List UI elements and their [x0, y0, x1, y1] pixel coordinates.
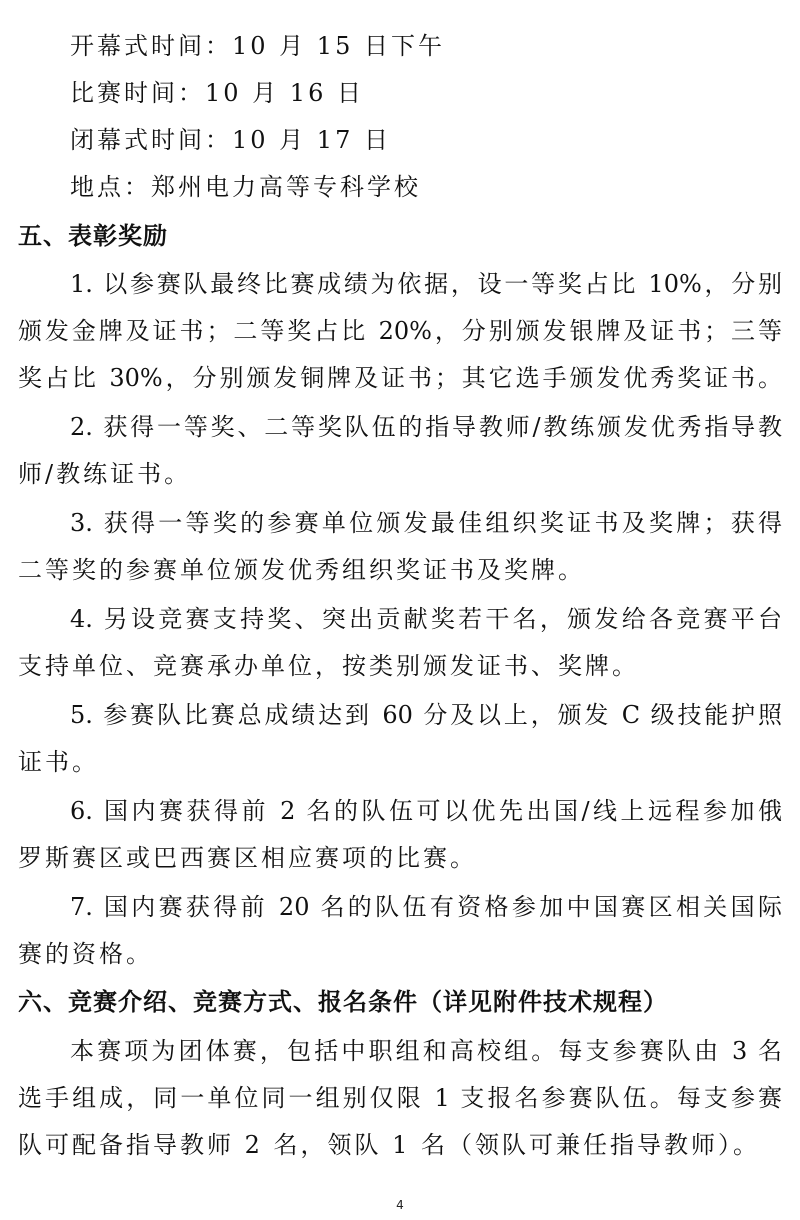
award-item-5-line-2: 证书。 — [18, 748, 99, 776]
award-item-4-line-1: 4. 另设竞赛支持奖、突出贡献奖若干名，颁发给各竞赛平台 — [70, 605, 782, 633]
award-item-5-line-1: 5. 参赛队比赛总成绩达到 60 分及以上，颁发 C 级技能护照 — [70, 701, 782, 729]
award-item-7-line-1: 7. 国内赛获得前 20 名的队伍有资格参加中国赛区相关国际 — [70, 893, 782, 921]
award-item-6-line-1: 6. 国内赛获得前 2 名的队伍可以优先出国/线上远程参加俄 — [70, 797, 782, 825]
section-6-line-2: 选手组成，同一单位同一组别仅限 1 支报名参赛队伍。每支参赛 — [18, 1084, 782, 1112]
award-item-2-line-1: 2. 获得一等奖、二等奖队伍的指导教师/教练颁发优秀指导教 — [70, 413, 782, 441]
award-item-6-line-2: 罗斯赛区或巴西赛区相应赛项的比赛。 — [18, 844, 477, 872]
section-5-heading: 五、表彰奖励 — [18, 222, 168, 250]
competition-time: 比赛时间：10 月 16 日 — [70, 79, 364, 107]
section-6-line-1: 本赛项为团体赛，包括中职组和高校组。每支参赛队由 3 名 — [70, 1037, 782, 1065]
opening-time: 开幕式时间：10 月 15 日下午 — [70, 32, 445, 60]
award-item-7-line-2: 赛的资格。 — [18, 940, 153, 968]
award-item-1-line-3: 奖占比 30%，分别颁发铜牌及证书；其它选手颁发优秀奖证书。 — [18, 364, 782, 392]
closing-time: 闭幕式时间：10 月 17 日 — [70, 126, 391, 154]
section-6-line-3: 队可配备指导教师 2 名，领队 1 名（领队可兼任指导教师）。 — [18, 1131, 761, 1159]
page-number: 4 — [396, 1198, 404, 1212]
award-item-1-line-1: 1. 以参赛队最终比赛成绩为依据，设一等奖占比 10%，分别 — [70, 270, 782, 298]
award-item-2-line-2: 师/教练证书。 — [18, 460, 192, 488]
award-item-3-line-2: 二等奖的参赛单位颁发优秀组织奖证书及奖牌。 — [18, 556, 585, 584]
award-item-4-line-2: 支持单位、竞赛承办单位，按类别颁发证书、奖牌。 — [18, 652, 639, 680]
award-item-3-line-1: 3. 获得一等奖的参赛单位颁发最佳组织奖证书及奖牌；获得 — [70, 509, 782, 537]
award-item-1-line-2: 颁发金牌及证书；二等奖占比 20%，分别颁发银牌及证书；三等 — [18, 317, 782, 345]
location: 地点：郑州电力高等专科学校 — [70, 173, 421, 201]
section-6-heading: 六、竞赛介绍、竞赛方式、报名条件（详见附件技术规程） — [18, 988, 668, 1016]
